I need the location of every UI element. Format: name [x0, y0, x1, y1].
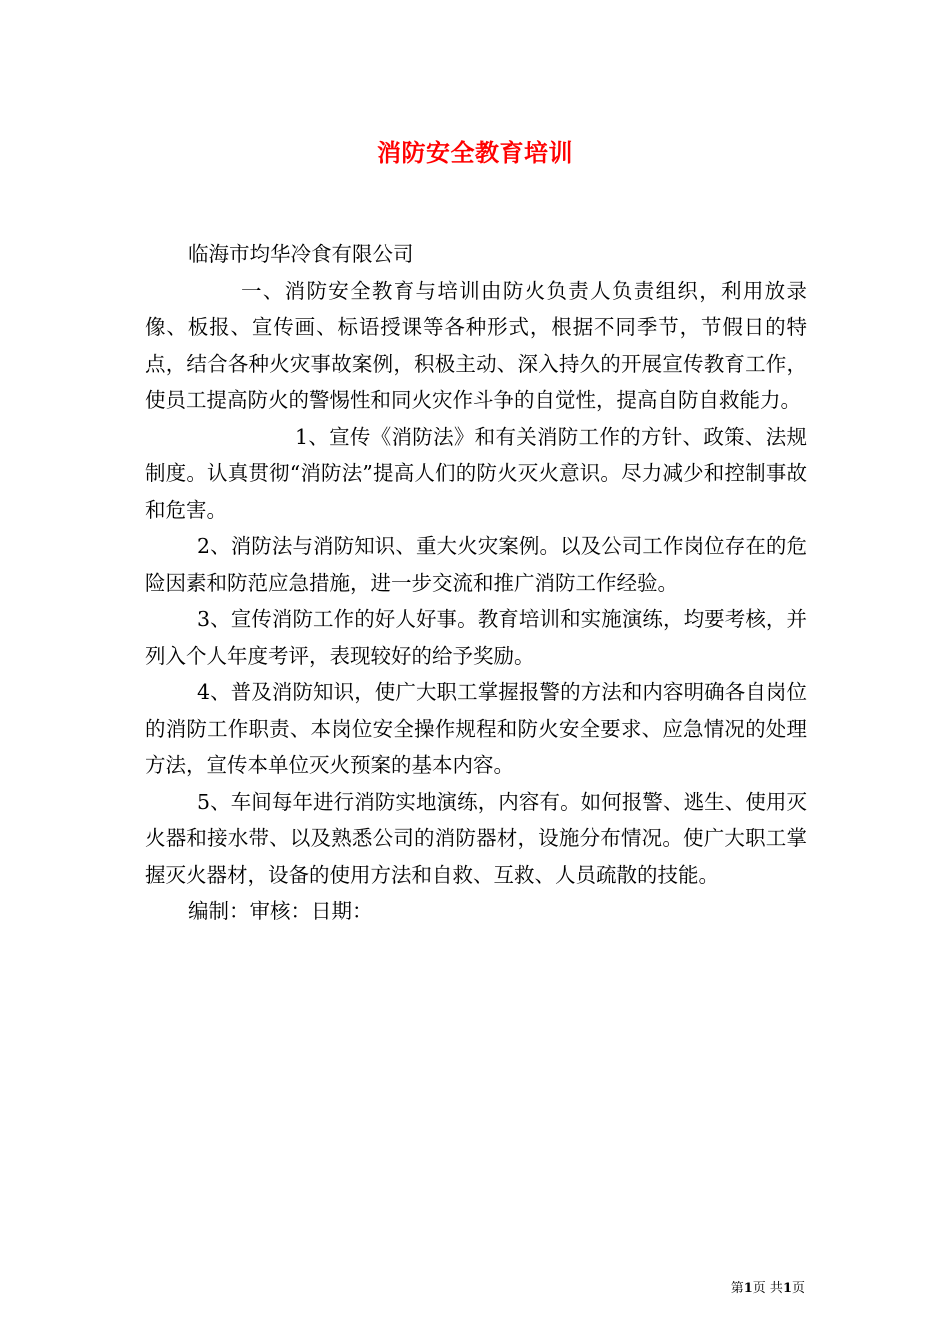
- page-footer: [731, 1277, 805, 1296]
- paragraph-item-5: 5、车间每年进行消防实地演练，内容有。如何报警、逃生、使用灭火器和接水带、以及熟悉公司的消防器材，设施分布情况。使广大职工掌握灭火器材，设备的使用方法和自救、互救、人员疏散的技能。: [145, 789, 807, 887]
- footer-total-pages: 1: [782, 1281, 792, 1296]
- footer-current-page: 1: [743, 1281, 753, 1296]
- paragraph-item-4: 4、普及消防知识，使广大职工掌握报警的方法和内容明确各自岗位的消防工作职责、本岗位安全操作规程和防火安全要求、应急情况的处理方法，宣传本单位灭火预案的基本内容。: [145, 680, 807, 777]
- signature-line: 编制：审核：日期：: [188, 899, 373, 923]
- paragraph-item-1: 1、宣传《消防法》和有关消防工作的方针、政策、法规制度。认真贯彻“消防法”提高人们的防火灭火意识。尽力减少和控制事故和危害。: [145, 424, 807, 522]
- document-body: [145, 236, 807, 930]
- footer-prefix: 第: [730, 1281, 744, 1296]
- paragraph-item-3: 3、宣传消防工作的好人好事。教育培训和实施演练，均要考核，并列入个人年度考评，表现较好的给予奖励。: [145, 607, 807, 668]
- page-title: 消防安全教育培训: [377, 138, 573, 167]
- paragraph-item-2: 2、消防法与消防知识、重大火灾案例。以及公司工作岗位存在的危险因素和防范应急措施，进一步交流和推广消防工作经验。: [145, 534, 807, 595]
- company-name: 临海市均华冷食有限公司: [188, 242, 414, 266]
- paragraph-intro: 一、消防安全教育与培训由防火负责人负责组织，利用放录像、板报、宣传画、标语授课等各种形式，根据不同季节，节假日的特点，结合各种火灾事故案例，积极主动、深入持久的开展宣传教育工作，使员工提高防火的警惕性和同火灾作斗争的自觉性，提高自防自救能力。: [145, 278, 807, 412]
- footer-suffix: 页: [791, 1281, 805, 1296]
- footer-middle: 页 共: [752, 1281, 783, 1296]
